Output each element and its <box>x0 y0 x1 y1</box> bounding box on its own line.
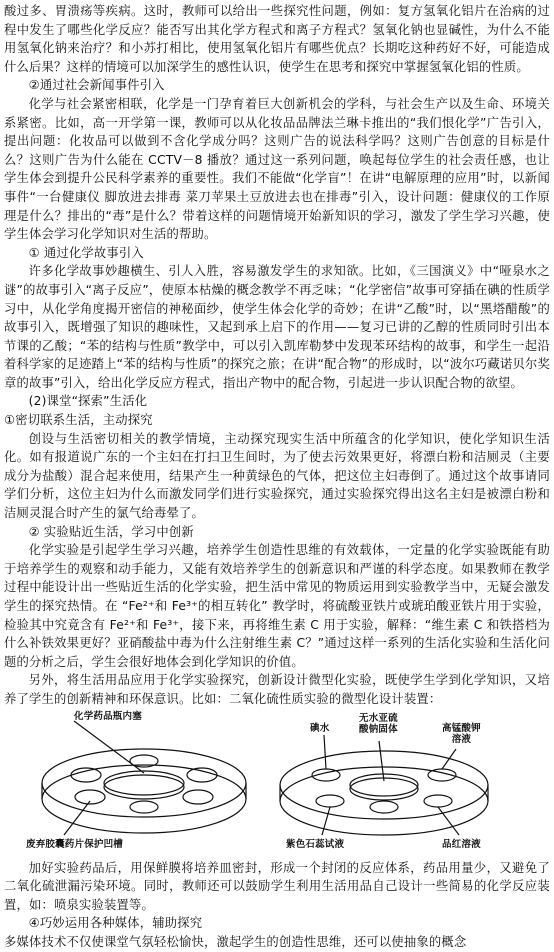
paragraph: 创设与生活密切相关的教学情境，主动探究现实生活中所蕴含的化学知识，使化学知识生活化。如有报道说广东的一个主妇在打扫卫生间时，为了使去污效果更好，将漂白粉和洁厕灵（主要成分为盐酸）混合起来使用，结果产生一种黄绿色的气体，把这位主妇毒倒了。通过这个故事请同学们分析，这位主妇为什么而激发同学们进行实验探究，通过实验探究得出这名主妇是被漂白粉和洁厕灵混合时产生的氯气给毒晕了。 <box>4 431 550 521</box>
label-iodine-water: 碘水 <box>310 722 330 734</box>
label-stopper: 化学药品瓶内塞 <box>74 710 142 722</box>
paragraph: 另外，将生活用品应用于化学实验探究，创新设计微型化实验，既使学生学到化学知识，又培养了学生的创新精神和环保意识。比如：二氧化硫性质实验的微型化设计装置： <box>4 673 550 706</box>
label-kmno4-solution: 高锰酸钾 溶液 <box>442 722 481 745</box>
label-magenta-solution: 品红溶液 <box>442 838 481 850</box>
label-litmus-solution: 紫色石蕊试液 <box>286 838 345 850</box>
paragraph-continuation: 酸过多、胃溃疡等疾病。这时，教师可以给出一些探究性问题，例如：复方氢氧化铝片在治病的过程中发生了哪些化学反应？能否写出其化学方程式和离子方程式？氢氧化钠也显碱性，为什么不能用氢氧化钠来治疗？和小苏打相比，使用氢氧化铝片有哪些优点？长期吃这种药好不好，可能造成什么后果？这样的情境可以加深学生的感性认识，使学生在思考和探究中掌握氢氧化铝的性质。 <box>4 4 550 74</box>
section-heading: ② 实验贴近生活，学习中创新 <box>28 524 194 539</box>
label-sodium-sulfite: 无水亚硫 酸钠固体 <box>359 712 398 735</box>
apparatus-figure <box>4 711 550 855</box>
petri-dish-device <box>280 735 488 835</box>
section-heading: ① 通过化学故事引入 <box>28 245 144 260</box>
document-body <box>4 2 550 952</box>
paragraph: 化学与社会紧密相联，化学是一门孕育着巨大创新机会的学科，与社会生产以及生命、环境关系紧密。比如，高一开学第一课，教师可以从化妆品品牌法兰琳卡推出的“我们恨化学”广告引入，提出问题：化妆品可以做到不含化学成分吗？这则广告的说法科学吗？这则广告创意的目标是什么？这则广告为什么能在 CCTV－8 播放？通过这一系列问题，唤起每位学生的社会责任感，也让学生体会到提升公民科学素养的重要性。我们不能做“化学盲”！在讲“电解原理的应用”时，以新闻事件“一台健康仪 脚放进去排毒 菜刀苹果土豆放进去也在排毒”引入，设计问题：健康仪的工作原理是什么？排出的“毒”是什么？带着这样的问题情境开始新知识的学习，激发了学生学习兴趣，使学生体会学习化学知识对生活的帮助。 <box>4 96 550 242</box>
paragraph: 加好实验药品后，用保鲜膜将培养皿密封，形成一个封闭的反应体系，药品用量少，又避免了二氧化硫泄漏污染环境。同时，教师还可以鼓励学生利用生活用品自己设计一些简易的化学反应装置，如：喷泉实验装置等。 <box>4 860 550 912</box>
paragraph: 许多化学故事妙趣横生、引人入胜，容易激发学生的求知欲。比如，《三国演义》中“哑泉水之谜”的故事引入“离子反应”，使原本枯燥的概念教学不再乏味；“化学密信”故事可穿插在碘的性质学习中，从化学角度揭开密信的神秘面纱，使学生体会化学的奇妙；在讲“乙酸”时，以“黑塔醋酸”的故事引入，既增强了知识的趣味性，又起到承上启下的作用——复习已讲的乙醇的性质同时引出本节课的乙酸；“苯的结构与性质”教学中，可以引入凯库勒梦中发现苯环结构的故事，和学生一起沿着科学家的足迹踏上“苯的结构与性质”的探究之旅；在讲“配合物”的形成时，以“波尔巧藏诺贝尔奖章的故事”引入，给出化学反应方程式，指出产物中的配合物，引起进一步认识配合物的欲望。 <box>4 264 550 390</box>
paragraph-continuation: ①密切联系生活，主动探究 <box>4 413 153 428</box>
section-heading: (2)课堂“探索”生活化 <box>28 394 148 409</box>
paragraph: 化学实验是引起学生学习兴趣，培养学生创造性思维的有效载体，一定量的化学实验既能有助于培养学生的观察和动手能力，又能有效培养学生的创新意识和严谨的科学态度。如果教师在教学过程中能设计出一些贴近生活的化学实验，把生活中常见的物质运用到实验教学当中，无疑会激发学生的探究热情。在 “Fe²⁺和 Fe³⁺的相互转化” 教学时，将硫酸亚铁片或琥珀酸亚铁片用于实验，检验其中究竟含有 Fe²⁺和 Fe³⁺，接下来，再将维生素 C 用于实验，解释：“维生素 C 和铁搭档为什么补铁效果更好？亚硝酸盐中毒为什么注射维生素 C？”通过这样一系列的生活化实验和生活化问题的分析之后，学生会很好地体会到化学知识的价值。 <box>4 543 550 669</box>
section-heading: ④巧妙运用各种媒体，辅助探究 <box>28 916 203 931</box>
section-heading: ②通过社会新闻事件引入 <box>28 78 165 93</box>
paragraph-continuation: 多媒体技术不仅使课堂气氛轻松愉快，激起学生的创造性思维，还可以使抽象的概念 <box>4 934 467 949</box>
label-capsule-wells: 废弃胶囊药片保护凹槽 <box>26 838 124 850</box>
stopper-device <box>42 721 246 835</box>
